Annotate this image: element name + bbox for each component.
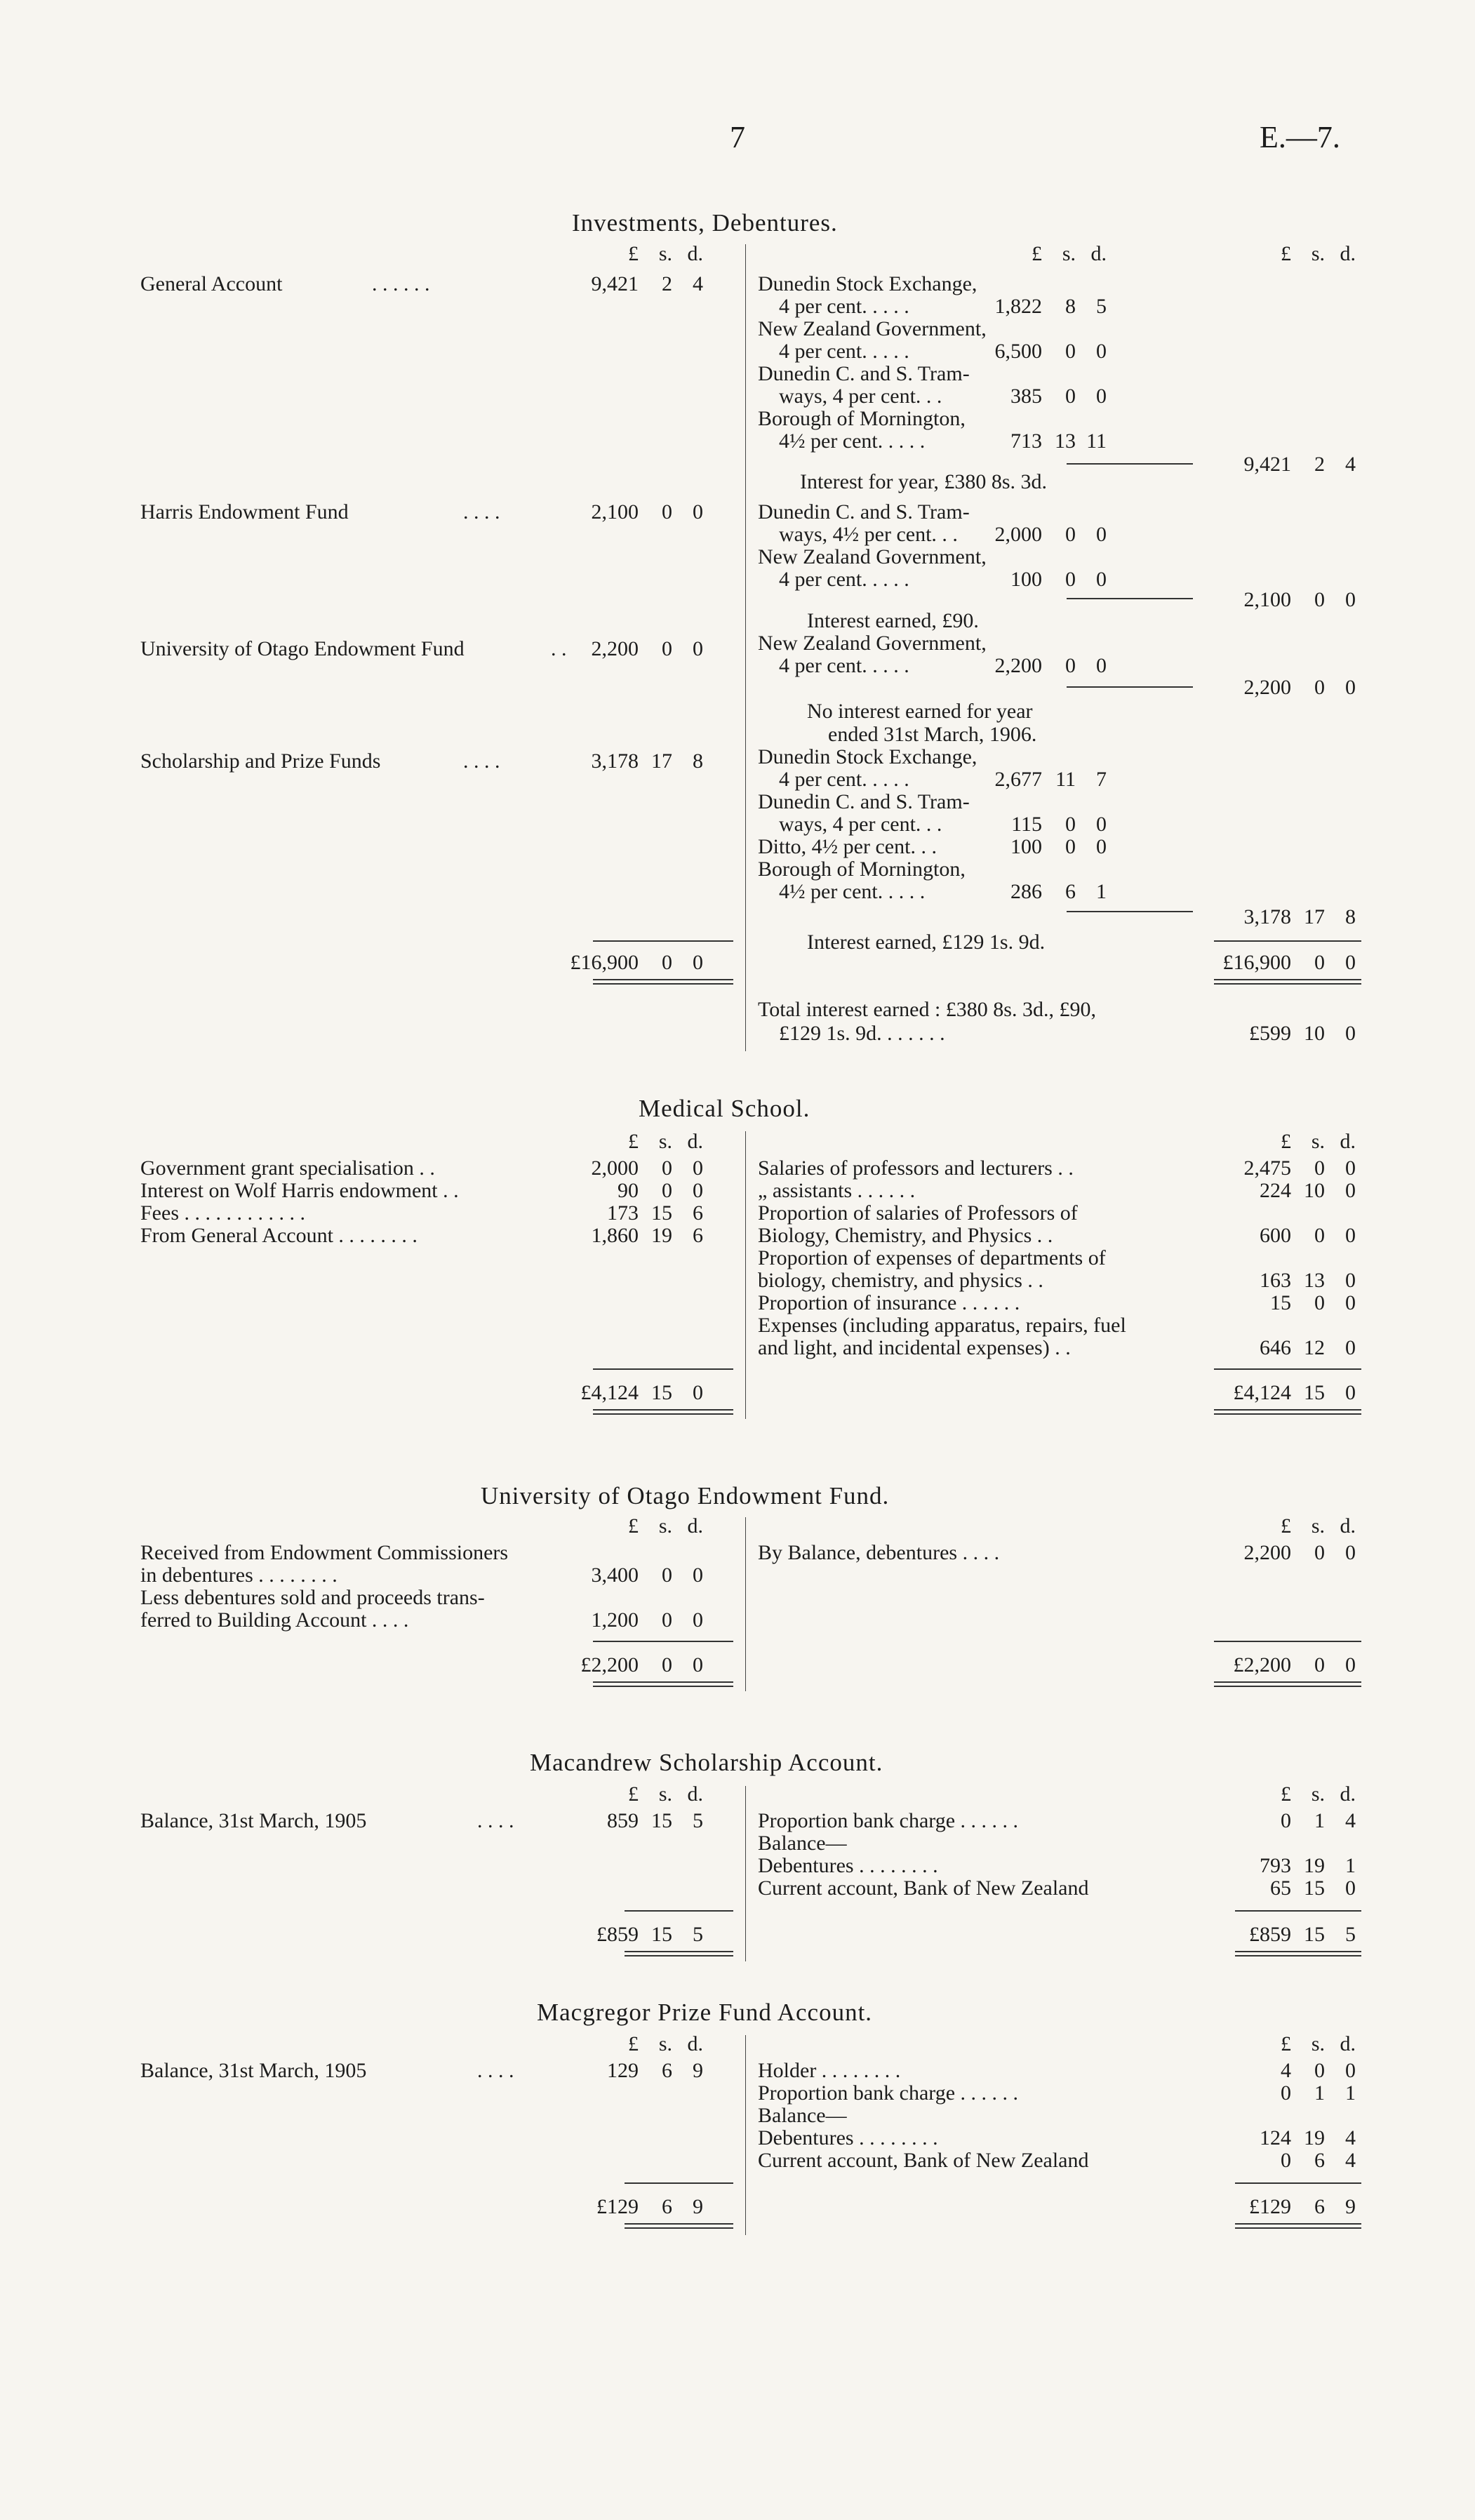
page-number: 7 xyxy=(730,120,745,154)
macgregor-title: Macgregor Prize Fund Account. xyxy=(537,1999,873,2026)
double-rule xyxy=(625,2223,733,2229)
leader-dots: . . . . xyxy=(477,1809,514,1832)
rule xyxy=(1235,2182,1361,2184)
investments-title: Investments, Debentures. xyxy=(572,209,838,236)
debenture-line: Dunedin C. and S. Tram- xyxy=(758,500,970,524)
double-rule xyxy=(593,979,733,985)
investments-row-amount: 2,200 0 0 xyxy=(591,637,703,660)
macgregor-balance-amount: 129 6 9 xyxy=(607,2059,703,2082)
debenture-amount: 2,000 0 0 xyxy=(994,523,1107,546)
debenture-line: New Zealand Government, xyxy=(758,632,987,655)
page-reference: E.—7. xyxy=(1260,120,1340,154)
debenture-line: New Zealand Government, xyxy=(758,545,987,568)
investments-left-column-headers: £ s. d. xyxy=(628,242,703,265)
investments-subtotal: 9,421 2 4 xyxy=(1243,453,1356,476)
leader-dots: . . . . xyxy=(463,500,500,524)
investments-right-total: £16,900 0 0 xyxy=(1222,951,1356,974)
rule xyxy=(593,940,733,942)
leader-dots: . . . . . . xyxy=(372,272,430,295)
medical-expense-label: Biology, Chemistry, and Physics . . xyxy=(758,1224,1053,1247)
rule xyxy=(1214,1641,1361,1642)
column-divider xyxy=(745,1131,746,1419)
debenture-amount: 115 0 0 xyxy=(1011,813,1107,836)
double-rule xyxy=(1214,1409,1361,1415)
debenture-line: 4 per cent. . . . . xyxy=(779,568,909,591)
leader-dots: . . . . xyxy=(477,2059,514,2082)
macgregor-right-column-headers: £ s. d. xyxy=(1281,2032,1356,2055)
debenture-line: ways, 4½ per cent. . . xyxy=(779,523,958,546)
investments-subtotal: 2,200 0 0 xyxy=(1243,676,1356,699)
debenture-line: ways, 4 per cent. . . xyxy=(779,813,942,836)
medical-income-amount: 1,860 19 6 xyxy=(591,1224,703,1247)
macandrew-line: Balance— xyxy=(758,1832,847,1855)
debenture-line: 4 per cent. . . . . xyxy=(779,340,909,363)
macandrew-line: Current account, Bank of New Zealand xyxy=(758,1876,1089,1900)
rule xyxy=(1067,598,1193,599)
debenture-line: 4 per cent. . . . . xyxy=(779,654,909,677)
debenture-line: ways, 4 per cent. . . xyxy=(779,385,942,408)
total-interest-line: Total interest earned : £380 8s. 3d., £90, xyxy=(758,998,1096,1021)
otago-amount: 3,400 0 0 xyxy=(591,1564,703,1587)
medical-expense-label: Proportion of insurance . . . . . . xyxy=(758,1291,1020,1314)
medical-expense-amount: 600 0 0 xyxy=(1260,1224,1356,1247)
interest-note: ended 31st March, 1906. xyxy=(828,723,1037,746)
debenture-line: New Zealand Government, xyxy=(758,317,987,340)
medical-left-total: £4,124 15 0 xyxy=(580,1381,703,1404)
medical-expense-amount: 224 10 0 xyxy=(1260,1179,1356,1202)
medical-income-amount: 90 0 0 xyxy=(618,1179,703,1202)
otago-right-column-headers: £ s. d. xyxy=(1281,1514,1356,1538)
medical-expense-label: and light, and incidental expenses) . . xyxy=(758,1336,1071,1359)
rule xyxy=(1214,1368,1361,1370)
investments-row-amount: 3,178 17 8 xyxy=(591,749,703,773)
macandrew-left-total: £859 15 5 xyxy=(596,1923,703,1946)
medical-expense-label: „ assistants . . . . . . xyxy=(758,1179,916,1202)
debenture-amount: 100 0 0 xyxy=(1010,835,1107,858)
macandrew-amount: 793 19 1 xyxy=(1260,1854,1356,1877)
investments-left-total: £16,900 0 0 xyxy=(570,951,703,974)
medical-expense-amount: 646 12 0 xyxy=(1260,1336,1356,1359)
rule xyxy=(1067,686,1193,688)
debenture-line: Dunedin C. and S. Tram- xyxy=(758,362,970,385)
double-rule xyxy=(1214,1681,1361,1687)
column-divider xyxy=(745,244,746,1051)
macandrew-right-column-headers: £ s. d. xyxy=(1281,1782,1356,1806)
double-rule xyxy=(1235,1951,1361,1956)
rule xyxy=(625,1910,733,1912)
debenture-amount: 6,500 0 0 xyxy=(994,340,1107,363)
investments-mid-column-headers: £ s. d. xyxy=(1032,242,1107,265)
interest-note: Interest for year, £380 8s. 3d. xyxy=(800,470,1048,493)
medical-income-label: Government grant specialisation . . xyxy=(140,1156,435,1180)
macgregor-right-total: £129 6 9 xyxy=(1249,2195,1356,2218)
macandrew-title: Macandrew Scholarship Account. xyxy=(530,1749,883,1776)
medical-right-total: £4,124 15 0 xyxy=(1233,1381,1356,1404)
otago-line: in debentures . . . . . . . . xyxy=(140,1564,338,1587)
medical-income-label: From General Account . . . . . . . . xyxy=(140,1224,418,1247)
macgregor-line: Balance— xyxy=(758,2104,847,2127)
investments-row-label: University of Otago Endowment Fund xyxy=(140,637,465,660)
double-rule xyxy=(1235,2223,1361,2229)
debenture-amount: 385 0 0 xyxy=(1010,385,1107,408)
leader-dots: . . xyxy=(551,637,567,660)
debenture-line: Ditto, 4½ per cent. . . xyxy=(758,835,937,858)
otago-right-total: £2,200 0 0 xyxy=(1233,1653,1356,1676)
macgregor-amount: 0 1 1 xyxy=(1281,2081,1356,2105)
rule xyxy=(1067,463,1193,465)
leader-dots: . . . . xyxy=(463,749,500,773)
macandrew-amount: 0 1 4 xyxy=(1281,1809,1356,1832)
macgregor-line: Current account, Bank of New Zealand xyxy=(758,2149,1089,2172)
investments-subtotal: 2,100 0 0 xyxy=(1243,588,1356,611)
rule xyxy=(1214,940,1361,942)
macgregor-left-total: £129 6 9 xyxy=(596,2195,703,2218)
total-interest-line: £129 1s. 9d. . . . . . . xyxy=(779,1022,945,1045)
interest-note: No interest earned for year xyxy=(807,700,1033,723)
debenture-amount: 100 0 0 xyxy=(1010,568,1107,591)
medical-right-column-headers: £ s. d. xyxy=(1281,1130,1356,1153)
rule xyxy=(625,2182,733,2184)
macgregor-amount: 4 0 0 xyxy=(1281,2059,1356,2082)
double-rule xyxy=(593,1409,733,1415)
debenture-line: 4½ per cent. . . . . xyxy=(779,880,926,903)
debenture-amount: 713 13 11 xyxy=(1010,429,1107,453)
column-divider xyxy=(745,1517,746,1691)
macandrew-right-total: £859 15 5 xyxy=(1249,1923,1356,1946)
otago-fund-title: University of Otago Endowment Fund. xyxy=(481,1482,890,1509)
investments-row-label: Harris Endowment Fund xyxy=(140,500,349,524)
debenture-line: 4 per cent. . . . . xyxy=(779,768,909,791)
rule xyxy=(593,1641,733,1642)
column-divider xyxy=(745,2035,746,2235)
rule xyxy=(593,1368,733,1370)
debenture-line: 4 per cent. . . . . xyxy=(779,295,909,318)
total-interest-amount: £599 10 0 xyxy=(1249,1022,1356,1045)
otago-balance-amount: 2,200 0 0 xyxy=(1243,1541,1356,1564)
macandrew-balance-label: Balance, 31st March, 1905 xyxy=(140,1809,367,1832)
column-divider xyxy=(745,1786,746,1961)
otago-line: Less debentures sold and proceeds trans- xyxy=(140,1586,485,1609)
macgregor-line: Proportion bank charge . . . . . . xyxy=(758,2081,1019,2105)
investments-right-column-headers: £ s. d. xyxy=(1281,242,1356,265)
medical-expense-amount: 15 0 0 xyxy=(1270,1291,1356,1314)
macandrew-line: Debentures . . . . . . . . xyxy=(758,1854,938,1877)
investments-row-label: Scholarship and Prize Funds xyxy=(140,749,381,773)
medical-expense-label: Expenses (including apparatus, repairs, fuel xyxy=(758,1314,1126,1337)
macgregor-balance-label: Balance, 31st March, 1905 xyxy=(140,2059,367,2082)
debenture-amount: 2,677 11 7 xyxy=(994,768,1107,791)
investments-row-label: General Account xyxy=(140,272,283,295)
debenture-amount: 2,200 0 0 xyxy=(994,654,1107,677)
medical-left-column-headers: £ s. d. xyxy=(628,1130,703,1153)
medical-income-label: Fees . . . . . . . . . . . . xyxy=(140,1201,305,1225)
macandrew-line: Proportion bank charge . . . . . . xyxy=(758,1809,1019,1832)
debenture-line: Borough of Mornington, xyxy=(758,858,966,881)
otago-left-total: £2,200 0 0 xyxy=(580,1653,703,1676)
macandrew-balance-amount: 859 15 5 xyxy=(607,1809,703,1832)
otago-left-column-headers: £ s. d. xyxy=(628,1514,703,1538)
debenture-amount: 286 6 1 xyxy=(1010,880,1107,903)
otago-balance-label: By Balance, debentures . . . . xyxy=(758,1541,1000,1564)
macgregor-amount: 124 19 4 xyxy=(1260,2126,1356,2149)
otago-line: Received from Endowment Commissioners xyxy=(140,1541,509,1564)
medical-expense-label: Proportion of expenses of departments of xyxy=(758,1246,1106,1269)
rule xyxy=(1067,911,1193,912)
debenture-line: Dunedin C. and S. Tram- xyxy=(758,790,970,813)
interest-note: Interest earned, £129 1s. 9d. xyxy=(807,931,1046,954)
investments-subtotal: 3,178 17 8 xyxy=(1243,905,1356,928)
debenture-amount: 1,822 8 5 xyxy=(994,295,1107,318)
medical-expense-label: biology, chemistry, and physics . . xyxy=(758,1269,1043,1292)
medical-expense-label: Proportion of salaries of Professors of xyxy=(758,1201,1078,1225)
double-rule xyxy=(1214,979,1361,985)
double-rule xyxy=(625,1951,733,1956)
macgregor-line: Holder . . . . . . . . xyxy=(758,2059,901,2082)
debenture-line: Borough of Mornington, xyxy=(758,407,966,430)
medical-income-amount: 2,000 0 0 xyxy=(591,1156,703,1180)
medical-expense-amount: 163 13 0 xyxy=(1260,1269,1356,1292)
macgregor-left-column-headers: £ s. d. xyxy=(628,2032,703,2055)
macgregor-line: Debentures . . . . . . . . xyxy=(758,2126,938,2149)
investments-row-amount: 2,100 0 0 xyxy=(591,500,703,524)
medical-expense-label: Salaries of professors and lecturers . . xyxy=(758,1156,1074,1180)
medical-expense-amount: 2,475 0 0 xyxy=(1243,1156,1356,1180)
macandrew-amount: 65 15 0 xyxy=(1270,1876,1356,1900)
debenture-line: Dunedin Stock Exchange, xyxy=(758,272,977,295)
debenture-line: 4½ per cent. . . . . xyxy=(779,429,926,453)
rule xyxy=(1235,1910,1361,1912)
medical-school-title: Medical School. xyxy=(639,1095,810,1122)
double-rule xyxy=(593,1681,733,1687)
debenture-line: Dunedin Stock Exchange, xyxy=(758,745,977,768)
investments-row-amount: 9,421 2 4 xyxy=(591,272,703,295)
medical-income-label: Interest on Wolf Harris endowment . . xyxy=(140,1179,459,1202)
medical-income-amount: 173 15 6 xyxy=(607,1201,703,1225)
macgregor-amount: 0 6 4 xyxy=(1281,2149,1356,2172)
macandrew-left-column-headers: £ s. d. xyxy=(628,1782,703,1806)
interest-note: Interest earned, £90. xyxy=(807,609,979,632)
otago-amount: 1,200 0 0 xyxy=(591,1608,703,1632)
otago-line: ferred to Building Account . . . . xyxy=(140,1608,409,1632)
